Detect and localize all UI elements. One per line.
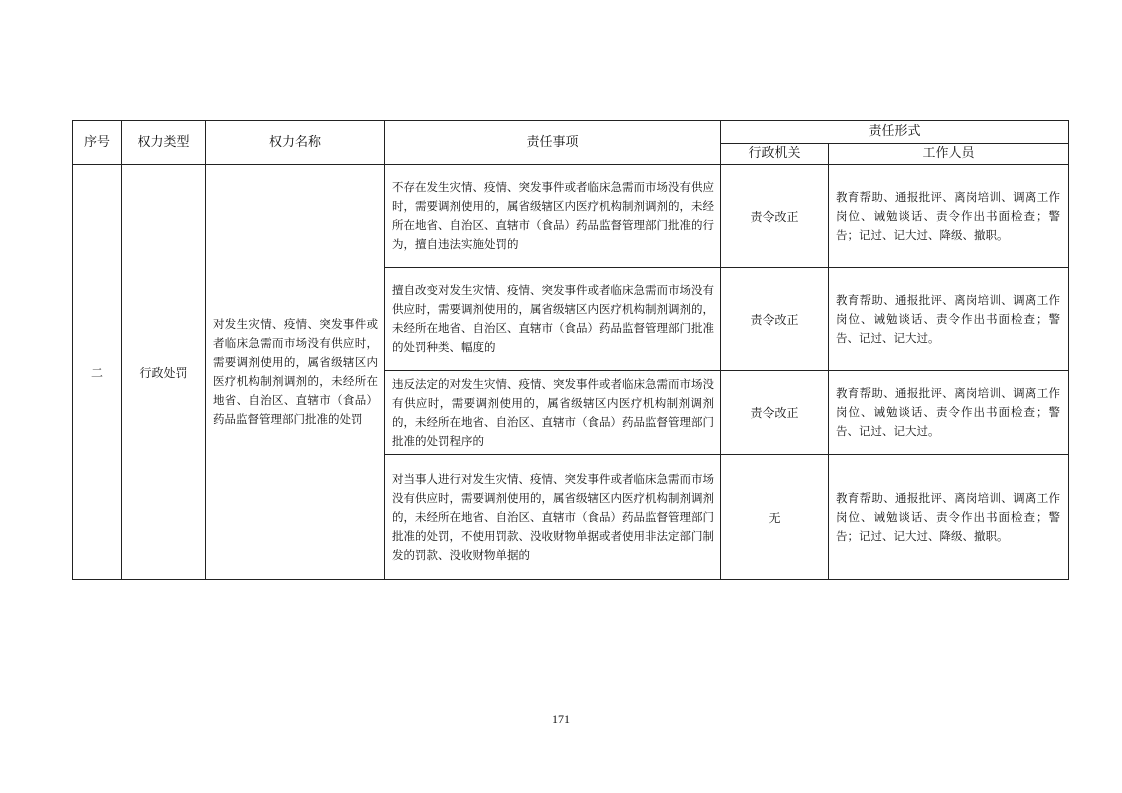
- page-number: 171: [552, 712, 570, 726]
- header-row-1: [73, 121, 1069, 144]
- responsibility-table: [72, 120, 1069, 580]
- header-seq: 序号: [73, 121, 122, 165]
- admin-org-cell: 无: [721, 455, 829, 580]
- duty-matter-cell: 违反法定的对发生灾情、疫情、突发事件或者临床急需而市场没有供应时，需要调剂使用的，属省级辖区内医疗机构制剂调剂的，未经所在地省、自治区、直辖市（食品）药品监督管理部门批准的处罚程序的: [385, 371, 721, 455]
- duty-matter-cell: 对当事人进行对发生灾情、疫情、突发事件或者临床急需而市场没有供应时，需要调剂使用的，属省级辖区内医疗机构制剂调剂的，未经所在地省、自治区、直辖市（食品）药品监督管理部门批准的处罚，不使用罚款、没收财物单据或者使用非法定部门制发的罚款、没收财物单据的: [385, 455, 721, 580]
- header-staff: 工作人员: [829, 144, 1069, 165]
- admin-org-cell: 责令改正: [721, 268, 829, 371]
- staff-cell: 教育帮助、通报批评、离岗培训、调离工作岗位、诫勉谈话、责令作出书面检查；警告、记过、记大过。: [829, 268, 1069, 371]
- header-admin-org: 行政机关: [721, 144, 829, 165]
- table-row: [73, 165, 1069, 268]
- duty-matter-cell: 不存在发生灾情、疫情、突发事件或者临床急需而市场没有供应时，需要调剂使用的，属省级辖区内医疗机构制剂调剂的，未经所在地省、自治区、直辖市（食品）药品监督管理部门批准的行为，擅自违法实施处罚的: [385, 165, 721, 268]
- power-name-cell: 对发生灾情、疫情、突发事件或者临床急需而市场没有供应时，需要调剂使用的，属省级辖区内医疗机构制剂调剂的，未经所在地省、自治区、直辖市（食品）药品监督管理部门批准的处罚: [206, 165, 385, 580]
- header-power-name: 权力名称: [206, 121, 385, 165]
- staff-cell: 教育帮助、通报批评、离岗培训、调离工作岗位、诫勉谈话、责令作出书面检查；警告、记过、记大过。: [829, 371, 1069, 455]
- staff-cell: 教育帮助、通报批评、离岗培训、调离工作岗位、诫勉谈话、责令作出书面检查；警告；记过、记大过、降级、撤职。: [829, 165, 1069, 268]
- power-type-cell: 行政处罚: [122, 165, 206, 580]
- seq-cell: 二: [73, 165, 122, 580]
- admin-org-cell: 责令改正: [721, 165, 829, 268]
- staff-cell: 教育帮助、通报批评、离岗培训、调离工作岗位、诫勉谈话、责令作出书面检查；警告；记过、记大过、降级、撤职。: [829, 455, 1069, 580]
- header-duty-form: 责任形式: [721, 121, 1069, 144]
- header-power-type: 权力类型: [122, 121, 206, 165]
- duty-matter-cell: 擅自改变对发生灾情、疫情、突发事件或者临床急需而市场没有供应时，需要调剂使用的，属省级辖区内医疗机构制剂调剂的，未经所在地省、自治区、直辖市（食品）药品监督管理部门批准的处罚种类、幅度的: [385, 268, 721, 371]
- header-duty-item: 责任事项: [385, 121, 721, 165]
- admin-org-cell: 责令改正: [721, 371, 829, 455]
